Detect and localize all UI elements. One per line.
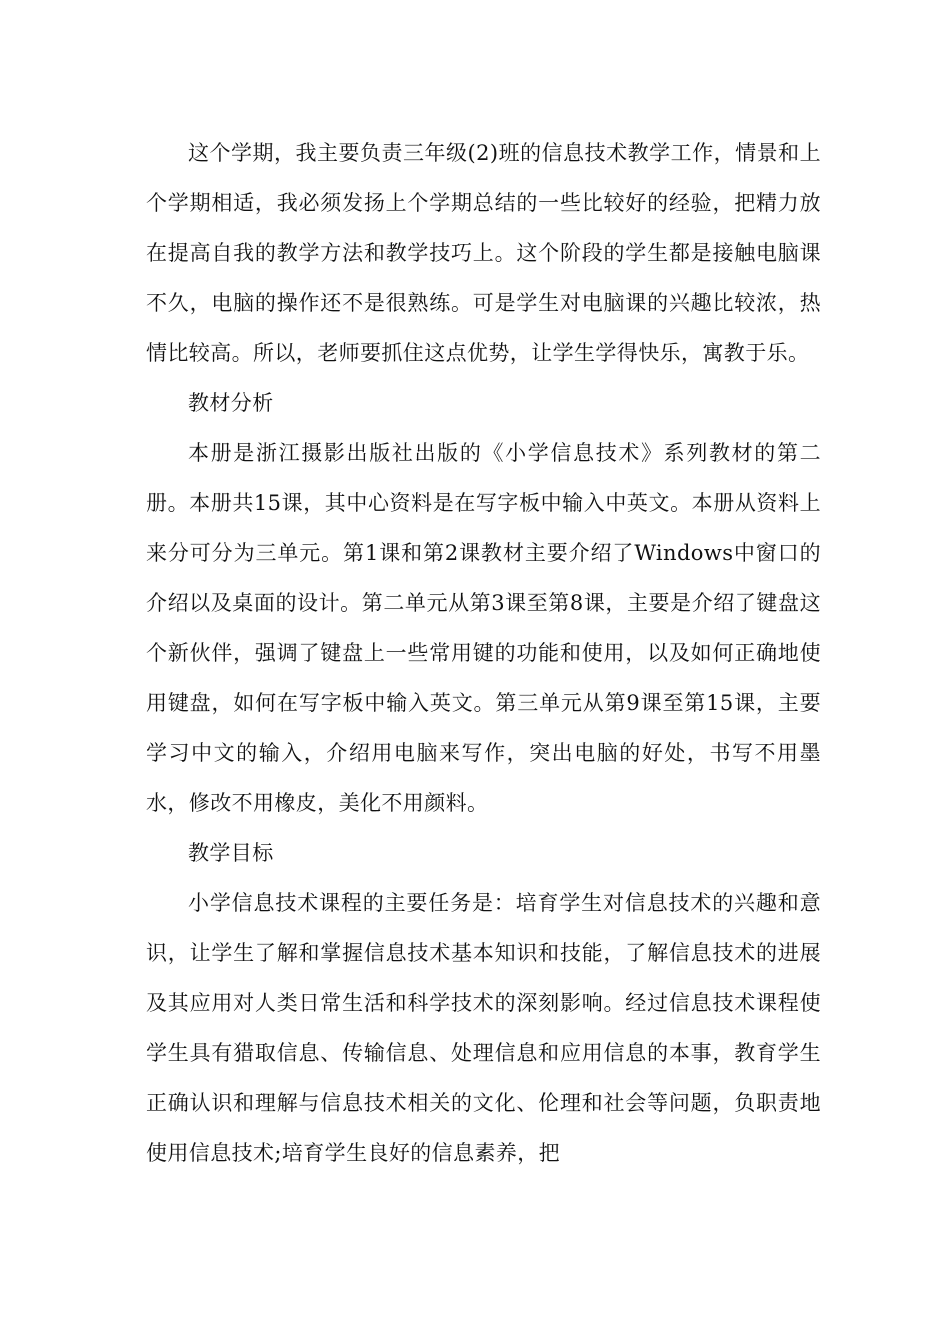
textbook-analysis-paragraph: 本册是浙江摄影出版社出版的《小学信息技术》系列教材的第二册。本册共15课，其中心资料是在写字板中输入中英文。本册从资料上来分可分为三单元。第1课和第2课教材主要介绍了Windows中窗口的介绍以及桌面的设计。第二单元从第3课至第8课，主要是介绍了键盘这个新伙伴，强调了键盘上一些常用键的功能和使用，以及如何正确地使用键盘，如何在写字板中输入英文。第三单元从第9课至第15课，主要学习中文的输入，介绍用电脑来写作，突出电脑的好处，书写不用墨水，修改不用橡皮，美化不用颜料。 bbox=[146, 441, 821, 815]
intro-paragraph: 这个学期，我主要负责三年级(2)班的信息技术教学工作，情景和上个学期相适，我必须发扬上个学期总结的一些比较好的经验，把精力放在提高自我的教学方法和教学技巧上。这个阶段的学生都是接触电脑课不久，电脑的操作还不是很熟练。可是学生对电脑课的兴趣比较浓，热情比较高。所以，老师要抓住这点优势，让学生学得快乐，寓教于乐。 bbox=[146, 141, 821, 365]
section-heading-textbook-analysis: 教材分析 bbox=[188, 391, 274, 415]
document-page bbox=[146, 128, 821, 1178]
section-heading-teaching-goals: 教学目标 bbox=[188, 841, 274, 865]
teaching-goals-paragraph: 小学信息技术课程的主要任务是：培育学生对信息技术的兴趣和意识，让学生了解和掌握信息技术基本知识和技能，了解信息技术的进展及其应用对人类日常生活和科学技术的深刻影响。经过信息技术课程使学生具有猎取信息、传输信息、处理信息和应用信息的本事，教育学生正确认识和理解与信息技术相关的文化、伦理和社会等问题，负职责地使用信息技术;培育学生良好的信息素养，把 bbox=[146, 891, 821, 1165]
